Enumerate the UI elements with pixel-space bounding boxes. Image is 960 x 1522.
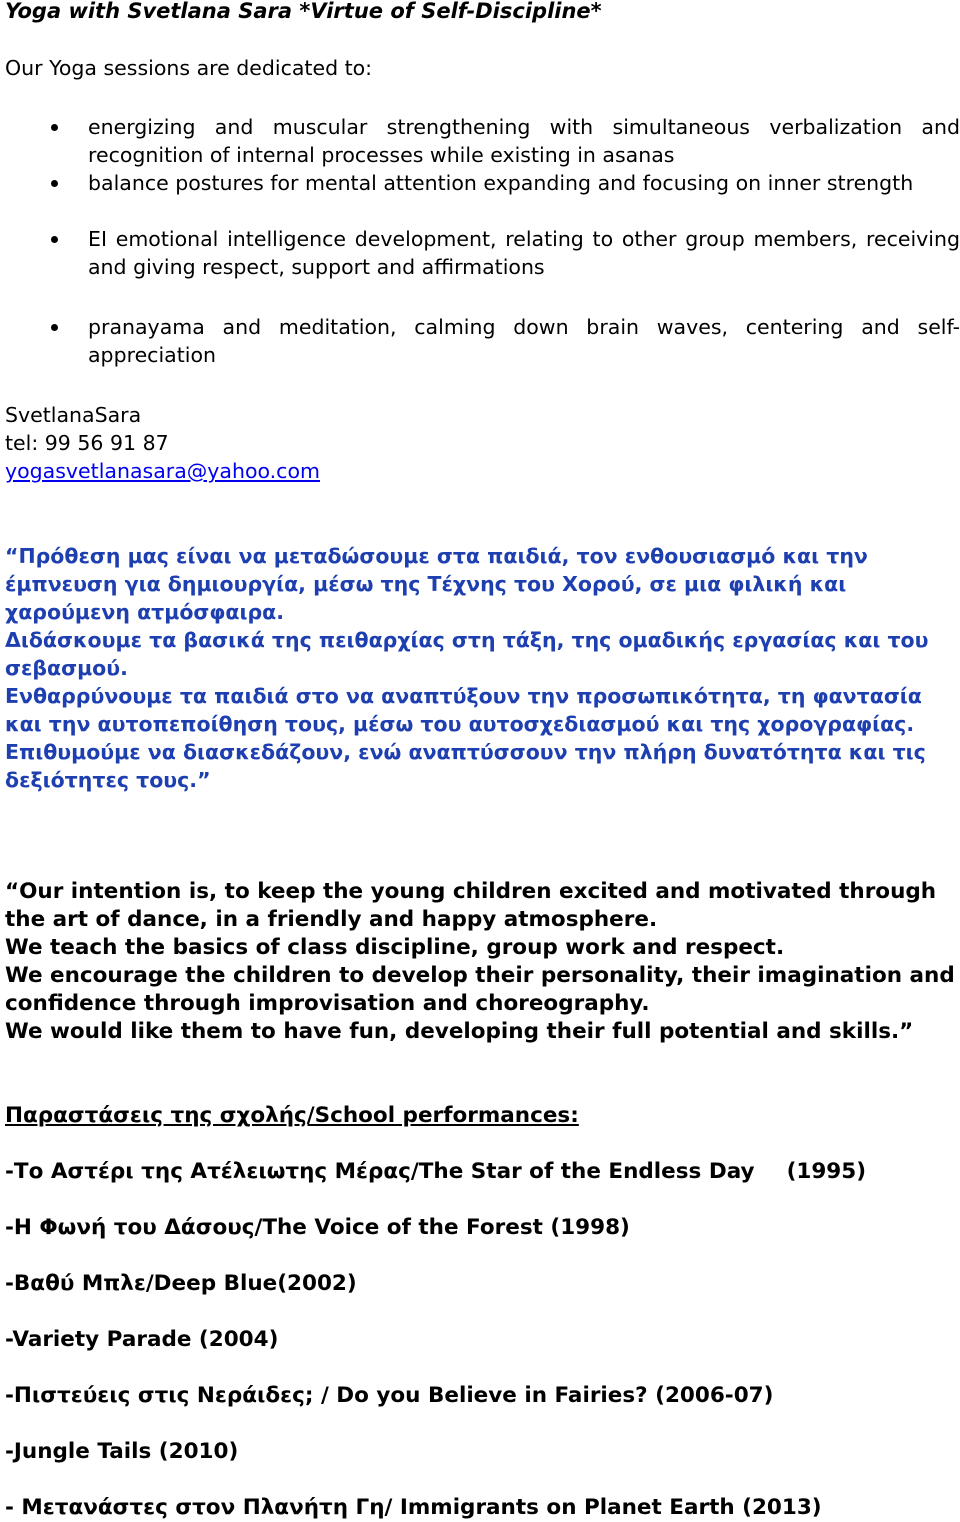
greek-paragraph: “Πρόθεση μας είναι να μεταδώσουμε στα παιδιά, τον ενθουσιασμό και την έμπνευση για δημιουργία, μέσω της Τέχνης του Χορού, σε μια φιλική και χαρούμενη ατμόσφαιρα. (5, 544, 868, 624)
performance-item (5, 1270, 357, 1298)
english-statement (5, 878, 960, 1046)
list-item-text: EI emotional intelligence development, relating to other group members, receiving and giving respect, support and affirmations (88, 227, 960, 279)
list-item-text: pranayama and meditation, calming down brain waves, centering and self-appreciation (88, 315, 960, 367)
performance-item (5, 1494, 822, 1522)
list-item (5, 113, 960, 169)
performance-title: -Variety Parade (2004) (5, 1327, 279, 1352)
list-item-text: balance postures for mental attention expanding and focusing on inner strength (88, 171, 914, 195)
greek-paragraph: Ενθαρρύνουμε τα παιδιά στο να αναπτύξουν την προσωπικότητα, τη φαντασία και την αυτοπεποίθηση τους, μέσω του αυτοσχεδιασμού και της χορογραφίας. (5, 684, 922, 736)
performances-heading: Παραστάσεις της σχολής/School performances: (5, 1103, 579, 1128)
contact-block (5, 401, 320, 485)
greek-statement (5, 542, 960, 794)
english-paragraph: “Our intention is, to keep the young children excited and motivated through the art of dance, in a friendly and happy atmosphere. (5, 879, 937, 932)
performance-item (5, 1438, 238, 1466)
english-paragraph: We teach the basics of class discipline, group work and respect. (5, 935, 785, 960)
performance-title: -Πιστεύεις στις Νεράιδες; / Do you Believe in Fairies? (2006-07) (5, 1383, 774, 1408)
list-item-text: energizing and muscular strengthening with simultaneous verbalization and recognition of internal processes while existing in asanas (88, 115, 960, 167)
performance-title: -Jungle Tails (2010) (5, 1439, 239, 1464)
performance-title: -Βαθύ Μπλε/Deep Blue(2002) (5, 1271, 357, 1296)
english-paragraph: We would like them to have fun, developing their full potential and skills.” (5, 1019, 914, 1044)
performance-item (5, 1214, 630, 1242)
performance-item (5, 1382, 773, 1410)
performance-item (5, 1158, 866, 1186)
page-title: Yoga with Svetlana Sara *Virtue of Self-Discipline* (5, 0, 602, 23)
contact-name: SvetlanaSara (5, 403, 142, 427)
performance-item (5, 1326, 278, 1354)
bullet-icon (51, 324, 58, 331)
performance-year: (1995) (786, 1159, 867, 1184)
intro-text: Our Yoga sessions are dedicated to: (5, 56, 373, 80)
performance-title: -Η Φωνή του Δάσους/The Voice of the Forest (1998) (5, 1215, 630, 1240)
greek-paragraph: Επιθυμούμε να διασκεδάζουν, ενώ αναπτύσσουν την πλήρη δυνατότητα και τις δεξιότητες τους.” (5, 740, 926, 792)
bullet-icon (51, 124, 58, 131)
greek-paragraph: Διδάσκουμε τα βασικά της πειθαρχίας στη τάξη, της ομαδικής εργασίας και του σεβασμού. (5, 628, 929, 680)
list-item (5, 225, 960, 281)
list-item (5, 313, 960, 369)
contact-phone: tel: 99 56 91 87 (5, 431, 169, 455)
english-paragraph: We encourage the children to develop their personality, their imagination and confidence through improvisation and choreography. (5, 963, 955, 1016)
email-link[interactable]: yogasvetlanasara@yahoo.com (5, 459, 320, 483)
bullet-icon (51, 180, 58, 187)
performance-title: - Μετανάστες στον Πλανήτη Γη/ Immigrants on Planet Earth (2013) (5, 1495, 822, 1520)
list-item (5, 169, 960, 197)
performance-title: -Το Αστέρι της Ατέλειωτης Μέρας/The Star of the Endless Day (5, 1159, 755, 1184)
bullet-icon (51, 236, 58, 243)
